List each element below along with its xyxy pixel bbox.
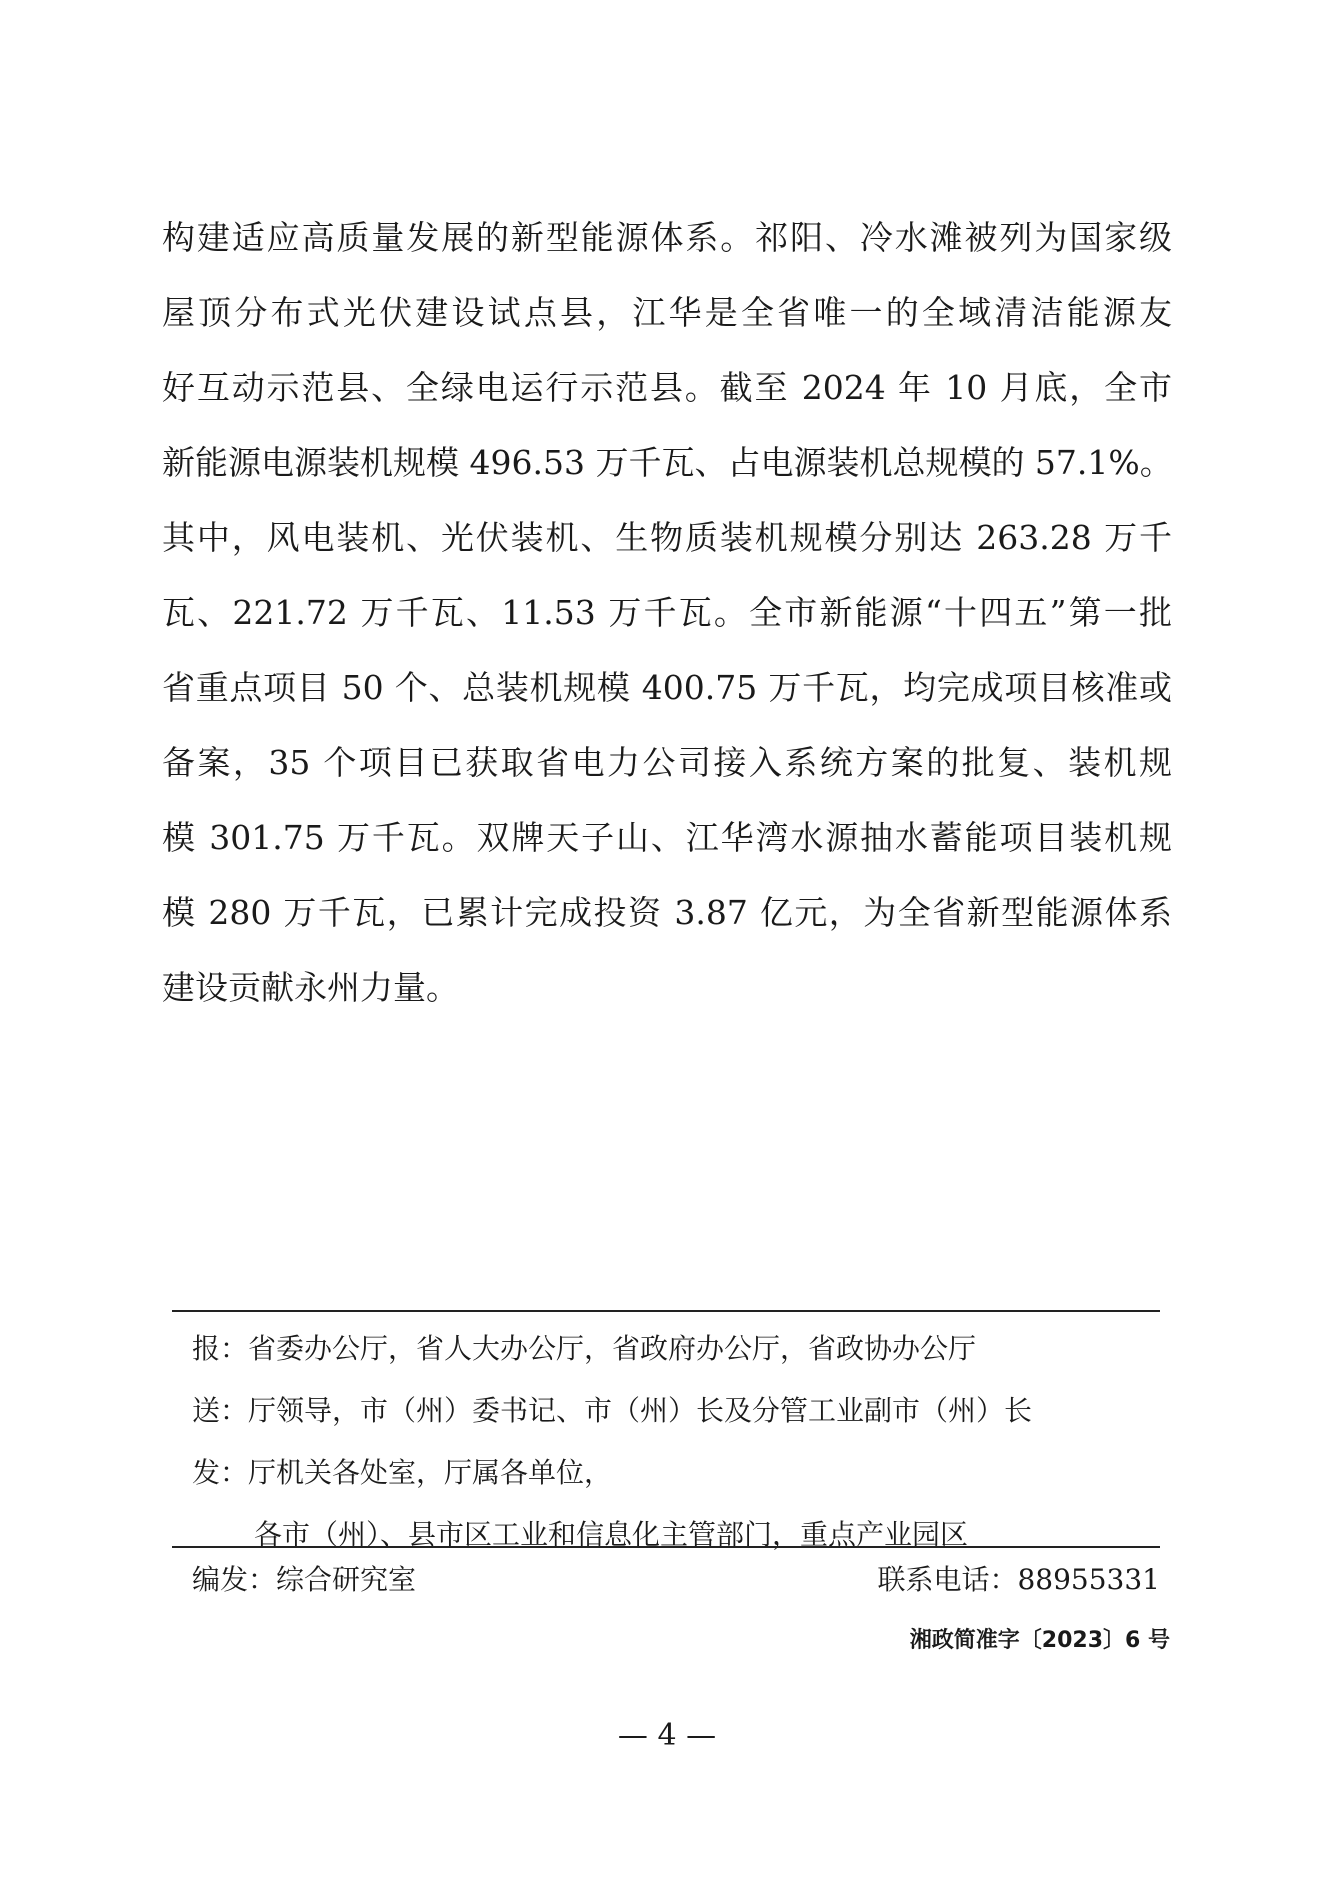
footer-row [192, 1555, 1160, 1605]
body-line: 模 301.75 万千瓦。双牌天子山、江华湾水源抽水蓄能项目装机规 [162, 818, 1172, 857]
body-line: 屋顶分布式光伏建设试点县，江华是全省唯一的全域清洁能源友 [162, 293, 1172, 332]
contact-phone: 联系电话：88955331 [877, 1563, 1160, 1596]
distribution-top-rule [172, 1310, 1160, 1312]
body-line: 瓦、221.72 万千瓦、11.53 万千瓦。全市新能源“十四五”第一批 [162, 593, 1172, 632]
body-line: 模 280 万千瓦，已累计完成投资 3.87 亿元，为全省新型能源体系 [162, 893, 1172, 932]
distribution-send: 送：厅领导，市（州）委书记、市（州）长及分管工业副市（州）长 [192, 1394, 1033, 1427]
body-text [162, 200, 1172, 1025]
body-line: 建设贡献永州力量。 [162, 968, 459, 1007]
page-number: — 4 — [617, 1718, 717, 1753]
body-line: 构建适应高质量发展的新型能源体系。祁阳、冷水滩被列为国家级 [162, 218, 1172, 257]
distribution-bottom-rule [172, 1546, 1160, 1548]
distribution-report: 报：省委办公厅，省人大办公厅，省政府办公厅，省政协办公厅 [192, 1332, 977, 1365]
editor-label: 编发：综合研究室 [192, 1563, 417, 1596]
body-line: 备案，35 个项目已获取省电力公司接入系统方案的批复、装机规 [162, 743, 1172, 782]
distribution-issue: 发：厅机关各处室，厅属各单位， [192, 1456, 613, 1489]
document-code: 湘政简准字〔2023〕6 号 [909, 1628, 1170, 1653]
distribution-list [192, 1318, 1152, 1566]
body-line: 省重点项目 50 个、总装机规模 400.75 万千瓦，均完成项目核准或 [162, 668, 1172, 707]
distribution-issue-continued: 各市（州）、县市区工业和信息化主管部门，重点产业园区 [254, 1518, 969, 1551]
body-line: 新能源电源装机规模 496.53 万千瓦、占电源装机总规模的 57.1%。 [162, 443, 1173, 482]
body-line: 其中，风电装机、光伏装机、生物质装机规模分别达 263.28 万千 [162, 518, 1172, 557]
body-line: 好互动示范县、全绿电运行示范县。截至 2024 年 10 月底，全市 [162, 368, 1172, 407]
